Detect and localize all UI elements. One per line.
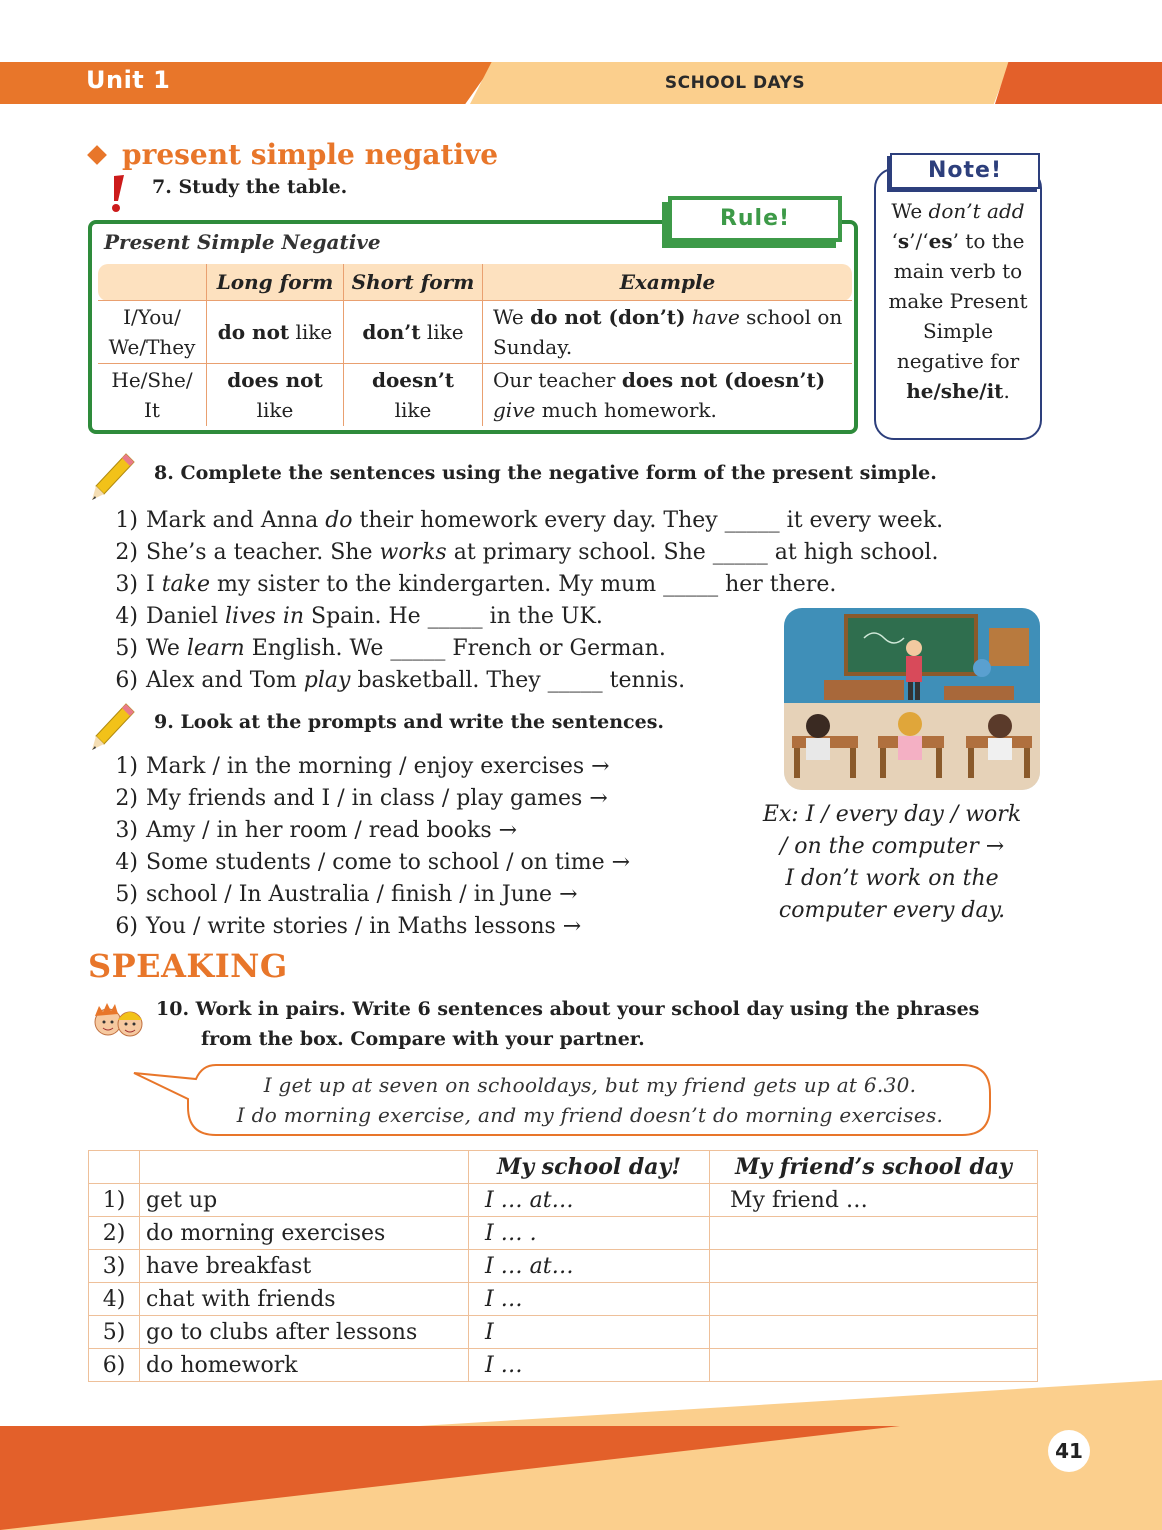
list-item [98,815,630,847]
list-item [98,569,943,601]
row-phrase: go to clubs after lessons [140,1316,469,1349]
bubble-line: I get up at seven on schooldays, but my friend gets up at 6.30. [263,1073,917,1097]
list-item [98,783,630,815]
ex-text: Our teacher [493,368,622,392]
item-verb: do [325,508,353,533]
list-item [98,911,630,943]
row-number: 5) [89,1316,140,1349]
rule-long-bold: do not [217,320,290,344]
ex-italic: give [493,398,536,422]
ex-text: We [493,305,531,329]
row-phrase: get up [140,1184,469,1217]
ex-text-end: school on Sunday. [493,305,843,359]
row-phrase: have breakfast [140,1250,469,1283]
row-phrase: do homework [140,1349,469,1382]
item-number: 2) [115,786,138,811]
item-number: 6) [115,668,138,693]
exclamation-icon [108,174,126,214]
rule-header-blank [98,264,207,301]
row-number: 3) [89,1250,140,1283]
row-mine: I … at… [469,1250,710,1283]
rule-tag-label: Rule! [719,206,791,231]
item-text-end: English. We _____ French or German. [244,636,666,661]
rule-long-rest: like [256,398,294,422]
rule-header-short: Short form [344,264,483,301]
item-verb: lives in [225,604,305,629]
rule-short-form [344,364,483,427]
item-text: You / write stories / in Maths lessons → [146,914,582,939]
row-friend [710,1349,1038,1382]
row-friend: My friend … [710,1184,1038,1217]
header-band-right [995,62,1162,104]
rule-row [98,301,852,364]
rule-long-form [207,364,344,427]
task-7-instruction: 7. Study the table. [152,176,348,198]
header-my-day: My school day! [469,1151,710,1184]
rule-long-rest: like [289,320,333,344]
item-text: Alex and Tom [146,668,304,693]
item-text: She’s a teacher. She [146,540,380,565]
rule-short-form [344,301,483,364]
item-text: Mark / in the morning / enjoy exercises → [146,754,610,779]
speaking-table-header [89,1151,1038,1184]
instruction-line: 10. Work in pairs. Write 6 sentences about your school day using the phrases [156,998,980,1020]
item-verb: learn [186,636,245,661]
rule-long-bold: does not [227,368,323,392]
row-mine: I … [469,1349,710,1382]
note-part-bold: s [897,229,910,253]
example-line: / on the computer → [779,834,1005,859]
row-mine: I [469,1316,710,1349]
header-friend-day: My friend’s school day [710,1151,1038,1184]
ex-italic: have [691,305,740,329]
table-row [89,1217,1038,1250]
item-text: Mark and Anna [146,508,326,533]
row-phrase: do morning exercises [140,1217,469,1250]
item-verb: play [303,668,351,693]
speaking-table [88,1150,1038,1382]
bubble-line: I do morning exercise, and my friend doesn’t do morning exercises. [236,1103,944,1127]
rule-subject: I/You/ We/They [98,301,207,364]
task-8-instruction: 8. Complete the sentences using the negative form of the present simple. [154,462,937,484]
row-number: 6) [89,1349,140,1382]
header-band-left [0,62,495,104]
list-item [98,751,630,783]
list-item [98,879,630,911]
item-number: 3) [115,818,138,843]
task-9-list [98,751,630,943]
item-number: 3) [115,572,138,597]
item-text-end: at primary school. She _____ at high school. [446,540,939,565]
example-line: computer every day. [778,898,1006,923]
ex-bold: does not (doesn’t) [621,368,826,392]
item-text: school / In Australia / finish / in June → [146,882,578,907]
rule-table [98,264,852,426]
row-friend [710,1316,1038,1349]
rule-header-long: Long form [207,264,344,301]
rule-row [98,364,852,427]
note-part: . [1003,379,1010,403]
row-mine: I … . [469,1217,710,1250]
task-9-instruction: 9. Look at the prompts and write the sentences. [154,711,665,733]
note-tag [890,153,1040,189]
note-part: ’/‘ [909,229,929,253]
note-part: We [891,199,929,223]
unit-label: Unit 1 [86,66,171,94]
instruction-line: from the box. Compare with your partner. [201,1028,645,1050]
rule-short-bold: doesn’t [371,368,455,392]
table-row [89,1184,1038,1217]
row-mine: I … at… [469,1184,710,1217]
rule-header-example: Example [483,264,853,301]
ex-text-end: much homework. [535,398,717,422]
list-item [98,847,630,879]
note-text [878,196,1038,406]
header-blank [89,1151,140,1184]
item-number: 1) [115,754,138,779]
item-text-end: their homework every day. They _____ it every week. [352,508,944,533]
rule-table-title: Present Simple Negative [104,230,381,254]
speech-bubble-text [190,1070,990,1130]
table-row [89,1316,1038,1349]
page-number: 41 [1048,1430,1090,1472]
classroom-illustration [784,608,1040,790]
item-verb: take [161,572,210,597]
item-text-end: Spain. He _____ in the UK. [304,604,603,629]
table-row [89,1283,1038,1316]
item-number: 2) [115,540,138,565]
note-part: ’ to the main verb to make Present Simple negative for [888,229,1028,373]
speaking-heading: SPEAKING [88,947,288,985]
row-friend [710,1283,1038,1316]
section-heading: present simple negative [122,138,499,171]
rule-example [483,301,853,364]
row-number: 4) [89,1283,140,1316]
rule-tag [668,196,842,242]
rule-short-rest: like [420,320,464,344]
unit-title: SCHOOL DAYS [664,73,806,93]
rule-short-bold: don’t [362,320,421,344]
rule-long-form [207,301,344,364]
header-blank [140,1151,469,1184]
item-text: Daniel [146,604,226,629]
rule-table-header [98,264,852,301]
note-part: ‘ [891,229,898,253]
item-number: 1) [115,508,138,533]
list-item [98,505,943,537]
note-tag-label: Note! [928,158,1002,183]
item-number: 5) [115,636,138,661]
item-text: I [146,572,162,597]
task-10-instruction [156,994,1056,1054]
task-9-example [724,799,1060,927]
row-phrase: chat with friends [140,1283,469,1316]
item-number: 6) [115,914,138,939]
row-number: 1) [89,1184,140,1217]
item-number: 5) [115,882,138,907]
item-text: Some students / come to school / on time → [146,850,631,875]
note-part-bold: es [928,229,953,253]
row-mine: I … [469,1283,710,1316]
row-friend [710,1250,1038,1283]
item-text-end: my sister to the kindergarten. My mum _____ her there. [210,572,837,597]
item-text: My friends and I / in class / play games → [146,786,608,811]
rule-example [483,364,853,427]
list-item [98,537,943,569]
item-number: 4) [115,850,138,875]
pencil-icon [90,452,136,502]
item-number: 4) [115,604,138,629]
item-verb: works [379,540,447,565]
item-text: We [146,636,187,661]
diamond-icon [87,145,107,165]
rule-subject: He/She/ It [98,364,207,427]
note-part-italic: don’t add [928,199,1025,223]
item-text: Amy / in her room / read books → [146,818,518,843]
note-part-bold: he/she/it [906,379,1004,403]
table-row [89,1250,1038,1283]
example-line: Ex: I / every day / work [762,802,1022,827]
table-row [89,1349,1038,1382]
example-line: I don’t work on the [785,866,999,891]
item-text-end: basketball. They _____ tennis. [350,668,686,693]
row-number: 2) [89,1217,140,1250]
pencil-icon [90,702,136,752]
row-friend [710,1217,1038,1250]
ex-bold: do not (don’t) [530,305,686,329]
rule-short-rest: like [394,398,432,422]
kids-icon [88,996,148,1048]
